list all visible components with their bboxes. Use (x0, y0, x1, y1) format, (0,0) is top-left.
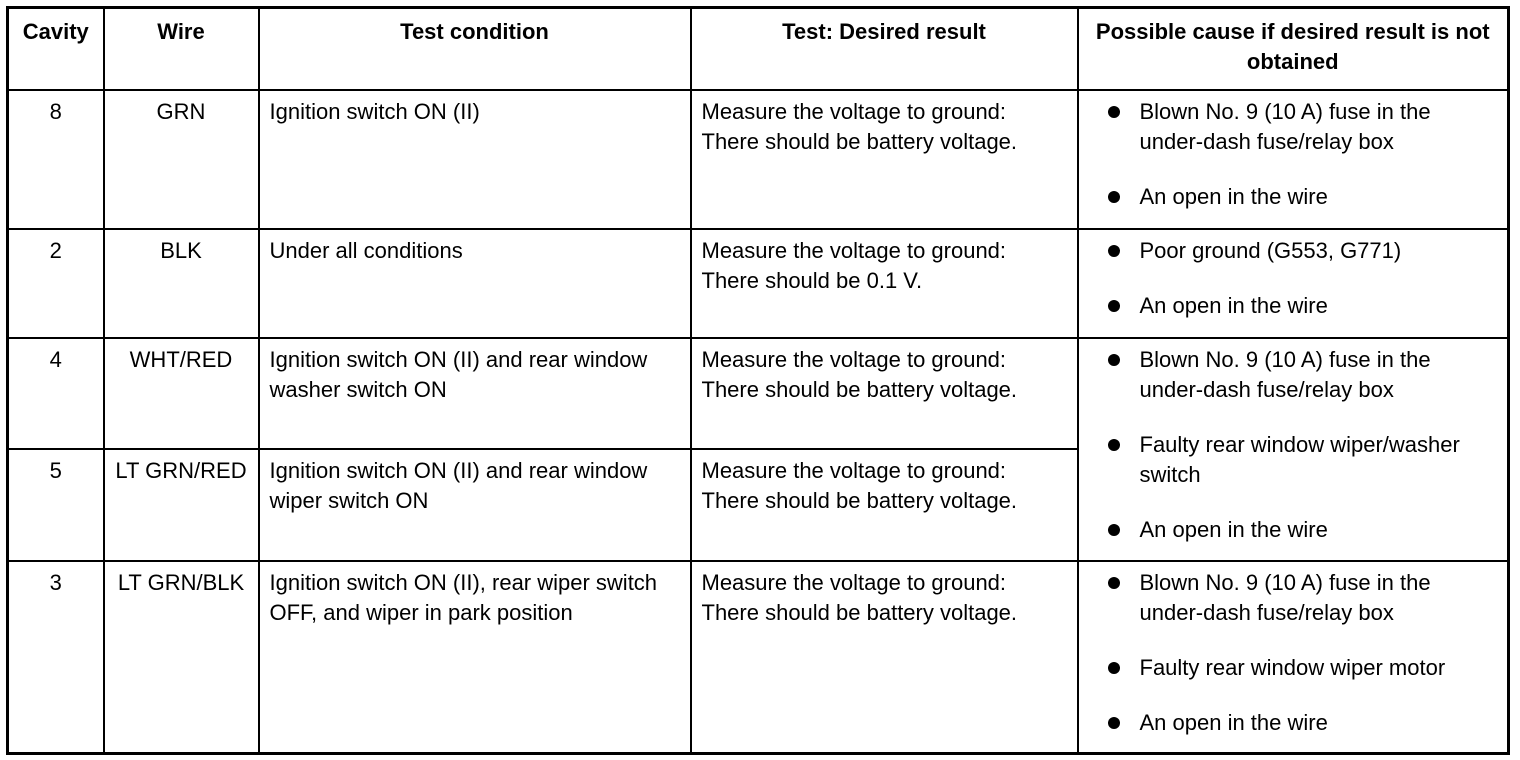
bullet-icon (1108, 577, 1120, 589)
bullet-icon (1108, 662, 1120, 674)
cause-item (1089, 430, 1498, 490)
cavity-cell: 3 (8, 561, 104, 754)
bullet-icon (1108, 717, 1120, 729)
condition-cell: Ignition switch ON (II) and rear window washer switch ON (259, 338, 691, 449)
cause-text: Poor ground (G553, G771) (1139, 237, 1402, 263)
cavity-cell: 2 (8, 229, 104, 338)
condition-cell: Ignition switch ON (II), rear wiper switch OFF, and wiper in park position (259, 561, 691, 754)
header-row (8, 8, 1509, 90)
cause-item (1089, 291, 1498, 321)
condition-cell: Ignition switch ON (II) (259, 90, 691, 229)
cause-list (1089, 97, 1498, 212)
table-row (8, 90, 1509, 229)
bullet-icon (1108, 524, 1120, 536)
header-desired-result: Test: Desired result (691, 8, 1078, 90)
cause-cell (1078, 561, 1509, 754)
cause-text: An open in the wire (1139, 292, 1328, 318)
result-cell: Measure the voltage to ground: There should be battery voltage. (691, 338, 1078, 449)
bullet-icon (1108, 354, 1120, 366)
cause-text: Faulty rear window wiper motor (1139, 654, 1446, 680)
header-possible-cause: Possible cause if desired result is not obtained (1078, 8, 1509, 90)
bullet-icon (1108, 191, 1120, 203)
wire-cell: BLK (104, 229, 259, 338)
table-row (8, 229, 1509, 338)
bullet-icon (1108, 300, 1120, 312)
cause-text: An open in the wire (1139, 709, 1328, 735)
cause-text: An open in the wire (1139, 183, 1328, 209)
cause-item (1089, 708, 1498, 738)
bullet-icon (1108, 245, 1120, 257)
cavity-cell: 5 (8, 449, 104, 561)
header-cavity: Cavity (8, 8, 104, 90)
result-cell: Measure the voltage to ground: There should be battery voltage. (691, 90, 1078, 229)
cause-item (1089, 345, 1498, 405)
table-row (8, 561, 1509, 754)
cavity-cell: 8 (8, 90, 104, 229)
wire-cell: LT GRN/BLK (104, 561, 259, 754)
cause-item (1089, 97, 1498, 157)
cavity-cell: 4 (8, 338, 104, 449)
result-cell: Measure the voltage to ground: There should be battery voltage. (691, 561, 1078, 754)
cause-cell (1078, 338, 1509, 561)
table-row (8, 338, 1509, 449)
cause-text: Faulty rear window wiper/washer switch (1139, 431, 1460, 487)
cause-item (1089, 515, 1498, 545)
wire-cell: LT GRN/RED (104, 449, 259, 561)
cause-item (1089, 568, 1498, 628)
header-wire: Wire (104, 8, 259, 90)
bullet-icon (1108, 106, 1120, 118)
bullet-icon (1108, 439, 1120, 451)
cause-text: Blown No. 9 (10 A) fuse in the under-dash fuse/relay box (1139, 569, 1431, 625)
header-test-condition: Test condition (259, 8, 691, 90)
cause-item (1089, 236, 1498, 266)
cause-list (1089, 345, 1498, 545)
result-cell: Measure the voltage to ground: There should be battery voltage. (691, 449, 1078, 561)
cause-text: An open in the wire (1139, 516, 1328, 542)
condition-cell: Under all conditions (259, 229, 691, 338)
connector-test-table (6, 6, 1510, 755)
wire-cell: WHT/RED (104, 338, 259, 449)
cause-text: Blown No. 9 (10 A) fuse in the under-dash fuse/relay box (1139, 346, 1431, 402)
cause-cell (1078, 229, 1509, 338)
result-cell: Measure the voltage to ground: There should be 0.1 V. (691, 229, 1078, 338)
cause-cell (1078, 90, 1509, 229)
condition-cell: Ignition switch ON (II) and rear window wiper switch ON (259, 449, 691, 561)
cause-text: Blown No. 9 (10 A) fuse in the under-dash fuse/relay box (1139, 98, 1431, 154)
cause-item (1089, 182, 1498, 212)
wire-cell: GRN (104, 90, 259, 229)
cause-list (1089, 236, 1498, 321)
cause-item (1089, 653, 1498, 683)
cause-list (1089, 568, 1498, 738)
